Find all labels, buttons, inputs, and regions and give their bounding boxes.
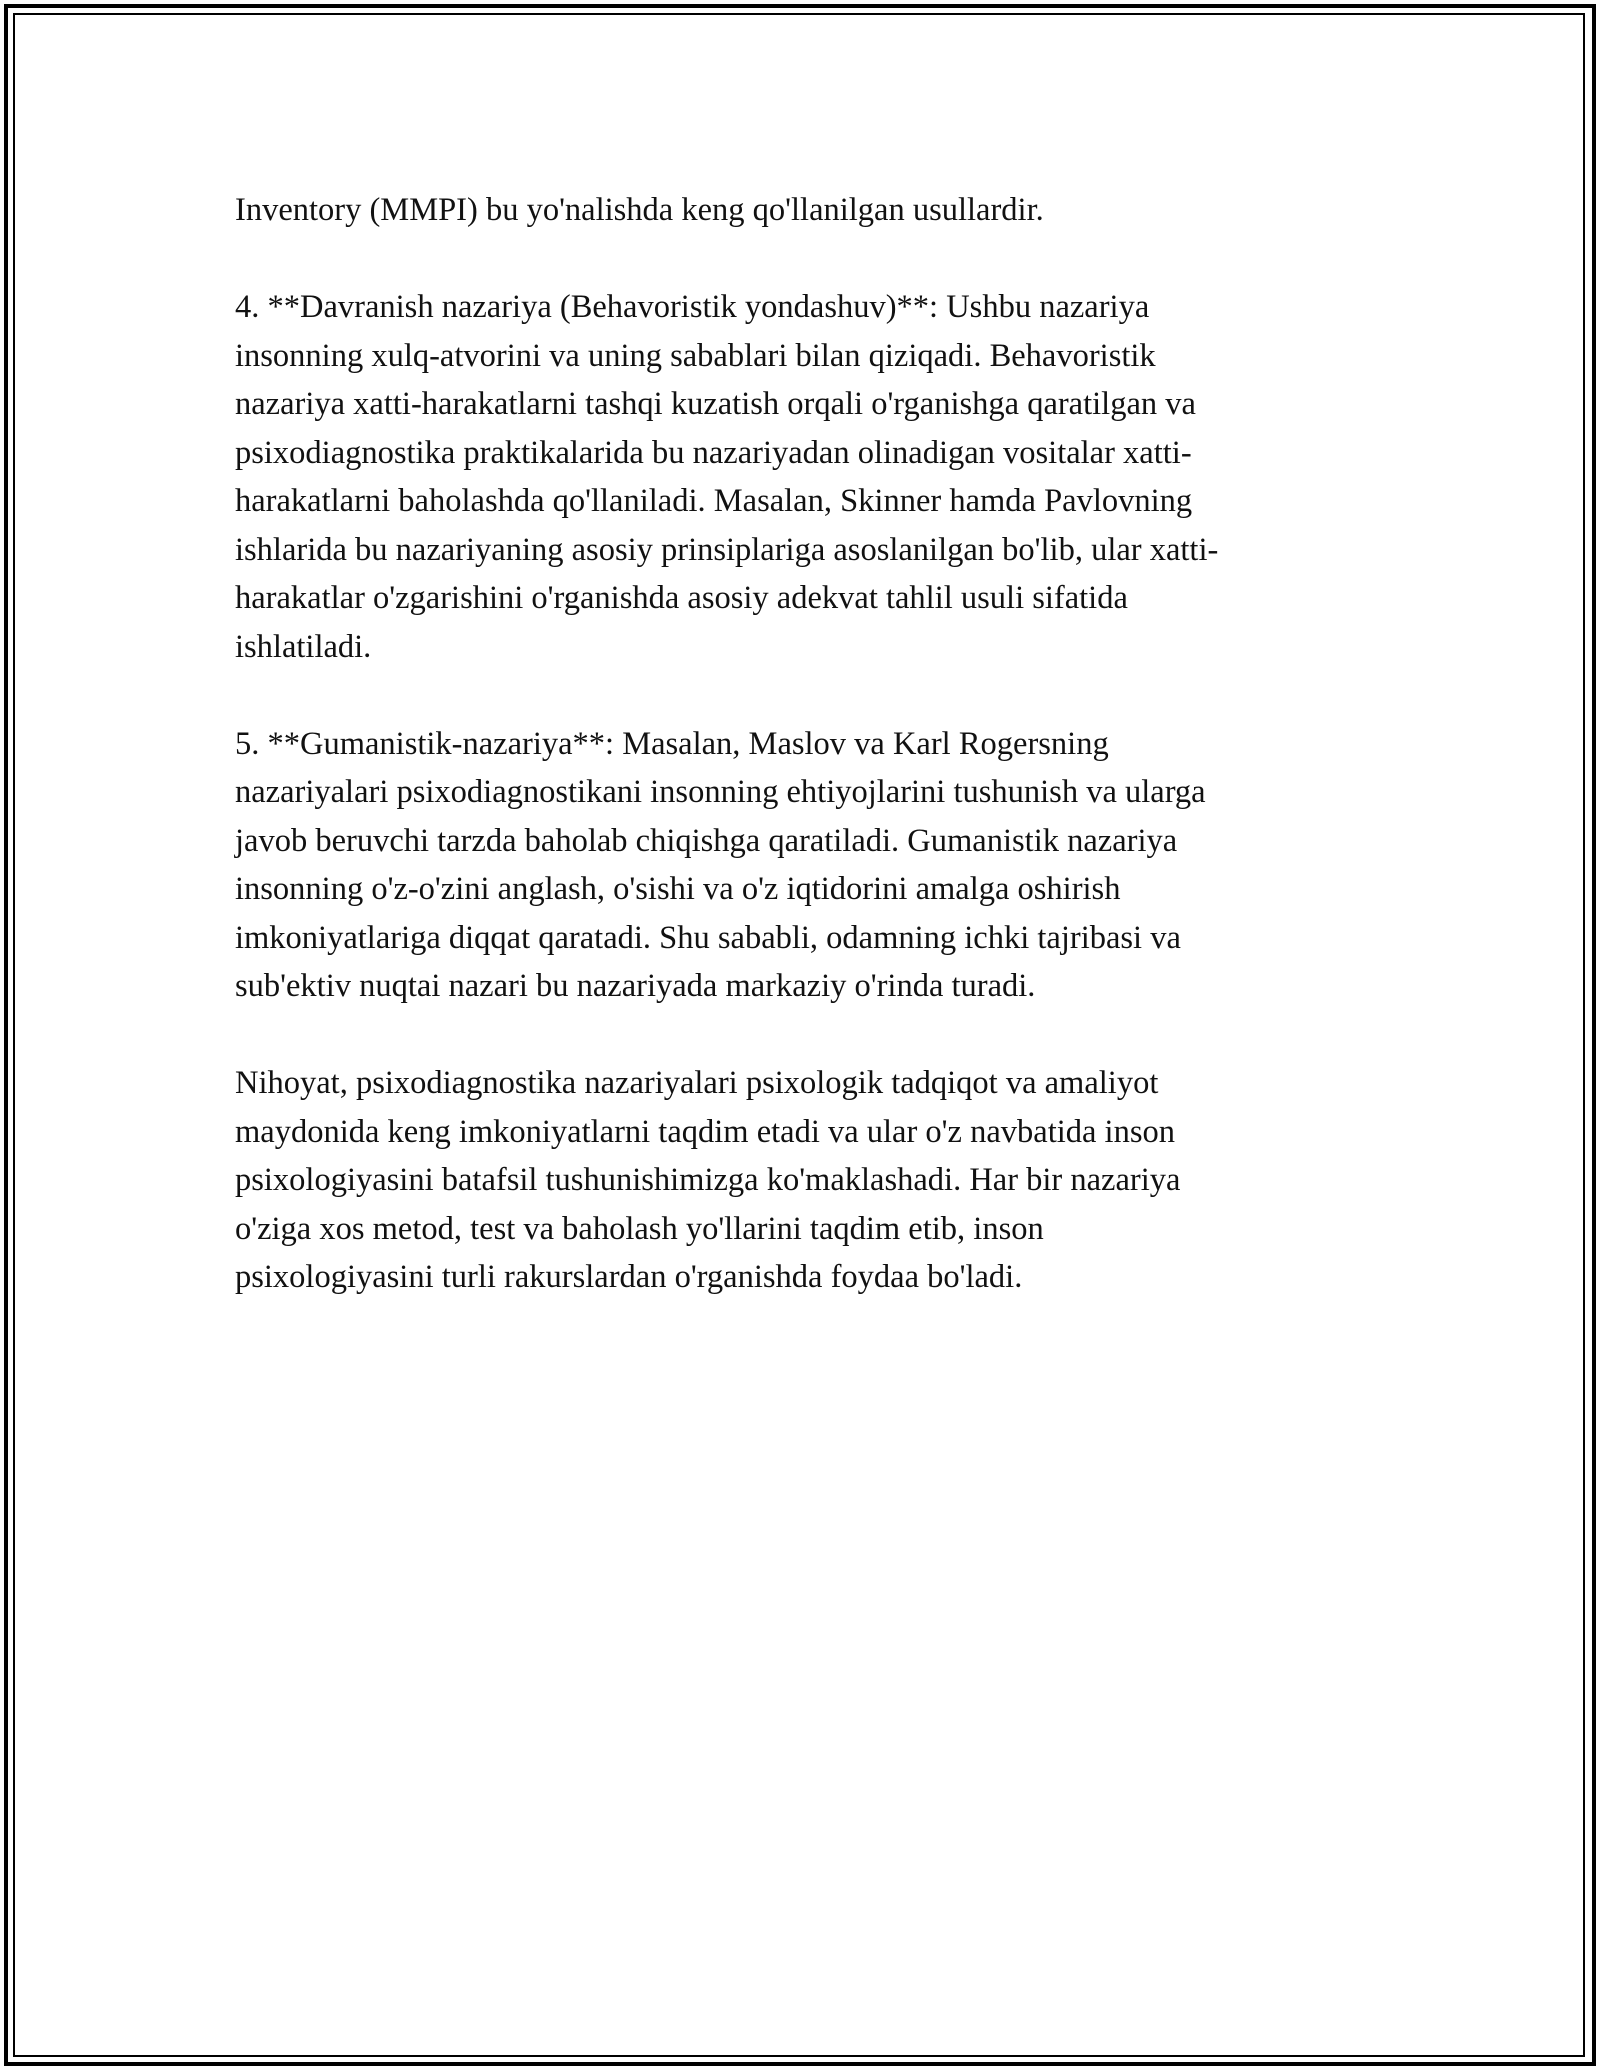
text-line: imkoniyatlariga diqqat qaratadi. Shu sababli, odamning ichki tajribasi va: [235, 919, 1181, 956]
text-line: psixologiyasini turli rakurslardan o'rganishda foydaa bo'ladi.: [235, 1259, 1023, 1295]
text-line: ishlatiladi.: [235, 628, 372, 665]
text-line: psixodiagnostika praktikalarida bu nazariyadan olinadigan vositalar xatti-: [235, 434, 1192, 471]
text-line: nazariya xatti-harakatlarni tashqi kuzatish orqali o'rganishga qaratilgan va: [235, 386, 1196, 422]
paragraph-humanistic-theory: [235, 720, 1365, 1011]
text-line: 4. **Davranish nazariya (Behavoristik yondashuv)**: Ushbu nazariya: [235, 289, 1150, 325]
text-line: sub'ektiv nuqtai nazari bu nazariyada markaziy o'rinda turadi.: [235, 968, 1036, 1004]
text-line: harakatlarni baholashda qo'llaniladi. Masalan, Skinner hamda Pavlovning: [235, 483, 1193, 519]
text-line: psixologiyasini batafsil tushunishimizga ko'maklashadi. Har bir nazariya: [235, 1162, 1181, 1198]
text-line: Nihoyat, psixodiagnostika nazariyalari psixologik tadqiqot va amaliyot: [235, 1065, 1159, 1101]
text-line: insonning o'z-o'zini anglash, o'sishi va o'z iqtidorini amalga oshirish: [235, 871, 1121, 907]
text-line: Inventory (MMPI) bu yo'nalishda keng qo'llanilgan usullardir.: [235, 192, 1044, 228]
document-body: [235, 186, 1365, 1350]
text-line: ishlarida bu nazariyaning asosiy prinsiplariga asoslanilgan bo'lib, ular xatti-: [235, 531, 1219, 568]
paragraph-behaviorist-theory: [235, 283, 1365, 671]
text-line: javob beruvchi tarzda baholab chiqishga qaratiladi. Gumanistik nazariya: [235, 822, 1178, 859]
text-line: nazariyalari psixodiagnostikani insonning ehtiyojlarini tushunish va ularga: [235, 774, 1206, 810]
text-line: 5. **Gumanistik-nazariya**: Masalan, Maslov va Karl Rogersning: [235, 725, 1109, 762]
text-line: maydonida keng imkoniyatlarni taqdim etadi va ular o'z navbatida inson: [235, 1113, 1175, 1150]
text-line: insonning xulq-atvorini va uning sabablari bilan qiziqadi. Behavoristik: [235, 337, 1156, 374]
text-line: harakatlar o'zgarishini o'rganishda asosiy adekvat tahlil usuli sifatida: [235, 580, 1128, 616]
paragraph-mmpi-continuation: [235, 186, 1365, 235]
paragraph-conclusion: [235, 1059, 1365, 1302]
text-line: o'ziga xos metod, test va baholash yo'llarini taqdim etib, inson: [235, 1210, 1044, 1247]
